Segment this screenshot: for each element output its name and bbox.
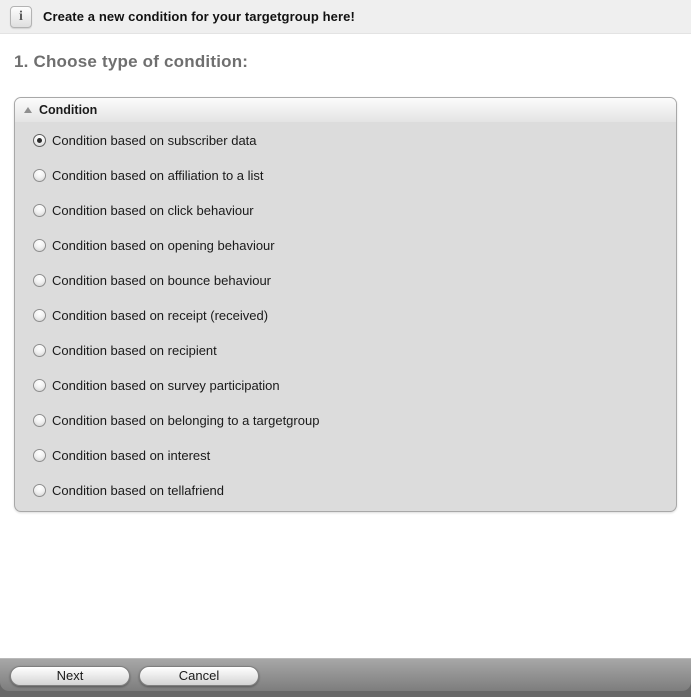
banner-text: Create a new condition for your targetgroup here! — [43, 9, 355, 24]
condition-option[interactable] — [15, 228, 676, 263]
condition-option-label: Condition based on recipient — [52, 343, 217, 358]
condition-option-label: Condition based on subscriber data — [52, 133, 257, 148]
condition-panel — [14, 97, 677, 512]
condition-option-label: Condition based on opening behaviour — [52, 238, 275, 253]
condition-panel-header[interactable] — [15, 98, 676, 122]
condition-option-label: Condition based on belonging to a targetgroup — [52, 413, 320, 428]
condition-option[interactable] — [15, 298, 676, 333]
collapse-triangle-icon — [24, 107, 32, 113]
condition-option[interactable] — [15, 263, 676, 298]
condition-option[interactable] — [15, 403, 676, 438]
condition-option[interactable] — [15, 438, 676, 473]
radio-button[interactable] — [33, 449, 46, 462]
condition-option-list — [15, 122, 676, 511]
condition-option-label: Condition based on survey participation — [52, 378, 280, 393]
radio-button[interactable] — [33, 309, 46, 322]
condition-option-label: Condition based on click behaviour — [52, 203, 254, 218]
condition-option-label: Condition based on affiliation to a list — [52, 168, 264, 183]
radio-button[interactable] — [33, 414, 46, 427]
radio-button[interactable] — [33, 379, 46, 392]
page-title: 1. Choose type of condition: — [14, 52, 249, 71]
footer-bar — [0, 658, 691, 691]
radio-button[interactable] — [33, 484, 46, 497]
cancel-button[interactable]: Cancel — [139, 666, 259, 686]
condition-option[interactable] — [15, 193, 676, 228]
next-button[interactable]: Next — [10, 666, 130, 686]
condition-option[interactable] — [15, 333, 676, 368]
condition-option[interactable] — [15, 123, 676, 158]
radio-button[interactable] — [33, 169, 46, 182]
condition-option[interactable] — [15, 368, 676, 403]
radio-button[interactable] — [33, 274, 46, 287]
condition-option-label: Condition based on interest — [52, 448, 211, 463]
radio-button[interactable] — [33, 344, 46, 357]
condition-option-label: Condition based on bounce behaviour — [52, 273, 272, 288]
radio-button[interactable] — [33, 204, 46, 217]
info-icon: i — [10, 6, 32, 28]
footer — [0, 658, 691, 697]
condition-option[interactable] — [15, 473, 676, 508]
radio-button[interactable] — [33, 134, 46, 147]
panel-title: Condition — [39, 103, 98, 117]
radio-button[interactable] — [33, 239, 46, 252]
info-banner — [0, 0, 691, 34]
condition-option-label: Condition based on tellafriend — [52, 483, 225, 498]
condition-option[interactable] — [15, 158, 676, 193]
condition-option-label: Condition based on receipt (received) — [52, 308, 269, 323]
